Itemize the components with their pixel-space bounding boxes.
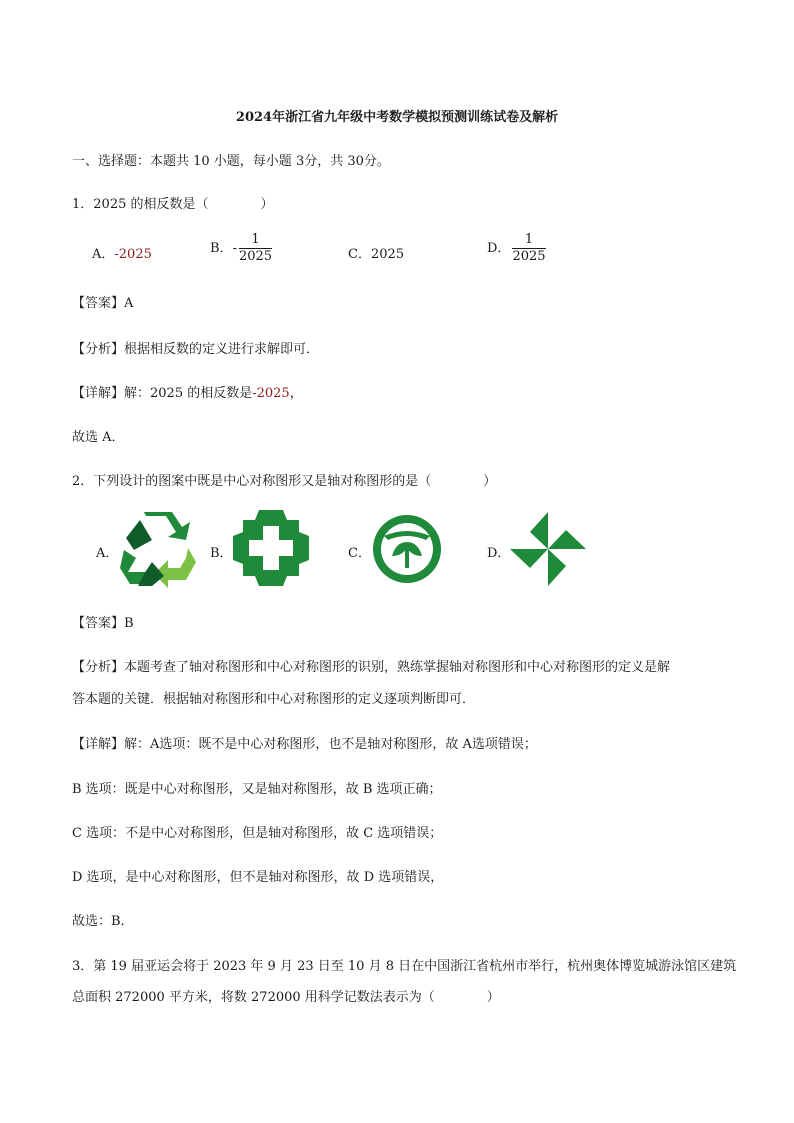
fraction (239, 232, 272, 265)
detail-text: 【详解】解：2025 的相反数是 (72, 386, 253, 401)
pinwheel-icon (508, 510, 588, 588)
q1-option-c (348, 243, 404, 262)
q1-analysis: 【分析】根据相反数的定义进行求解即可． (72, 342, 320, 357)
fraction-numerator: 1 (239, 232, 272, 249)
question-3-stem-line-2: 总面积 272000 平方米，将数 272000 用科学记数法表示为（ ） (72, 990, 500, 1005)
option-label: B． (210, 241, 233, 256)
question-1-stem: 1．2025 的相反数是（ ） (72, 197, 274, 212)
fraction (512, 232, 545, 265)
q2-answer: 【答案】B (72, 616, 134, 631)
question-3-stem-line-1: 3．第 19 届亚运会将于 2023 年 9 月 23 日至 10 月 8 日在中国浙江省杭州市举行，杭州奥体博览城游泳馆区建筑 (72, 959, 737, 974)
q2-detail-b: B 选项：既是中心对称图形，又是轴对称图形，故 B 选项正确； (72, 782, 442, 797)
option-value: 2025 (370, 247, 405, 262)
q2-detail-a: 【详解】解：A选项：既不是中心对称图形，也不是轴对称图形，故 A选项错误； (72, 737, 537, 752)
green-food-icon (370, 512, 444, 586)
section-heading: 一、选择题：本题共 10 小题，每小题 3分，共 30分。 (72, 154, 390, 169)
fraction-numerator: 1 (512, 232, 545, 249)
q2-label-b: B． (210, 546, 233, 561)
fraction-denominator: 2025 (238, 249, 273, 264)
option-value: -2025 (114, 247, 152, 262)
q2-detail-d: D 选项，是中心对称图形，但不是轴对称图形，故 D 选项错误， (72, 870, 444, 885)
q1-option-a (92, 243, 152, 262)
q2-conclusion: 故选：B． (72, 914, 134, 929)
q2-label-c: C． (348, 546, 371, 561)
page-title: 2024年浙江省九年级中考数学模拟预测训练试卷及解析 (235, 110, 559, 125)
q1-conclusion: 故选 A． (72, 430, 125, 445)
question-2-stem: 2．下列设计的图案中既是中心对称图形又是轴对称图形的是（ ） (72, 474, 497, 489)
option-label: C． (348, 247, 371, 262)
option-label: A． (92, 247, 115, 262)
option-sign: - (232, 241, 237, 256)
medical-cross-icon (231, 508, 311, 588)
detail-value: -2025 (252, 386, 290, 401)
q2-analysis-line-1: 【分析】本题考查了轴对称图形和中心对称图形的识别，熟练掌握轴对称图形和中心对称图形的定义是解 (72, 660, 671, 675)
q1-option-b (210, 232, 272, 265)
q2-detail-c: C 选项：不是中心对称图形，但是轴对称图形，故 C 选项错误； (72, 826, 443, 841)
q1-detail (72, 382, 303, 401)
q1-answer: 【答案】A (72, 296, 134, 311)
q2-analysis-line-2: 答本题的关键．根据轴对称图形和中心对称图形的定义逐项判断即可． (72, 692, 476, 707)
q1-option-d (487, 232, 546, 265)
recycle-icon (118, 510, 198, 588)
detail-suffix: ， (289, 386, 303, 401)
q2-label-a: A． (96, 546, 119, 561)
q2-label-d: D． (487, 546, 511, 561)
fraction-denominator: 2025 (512, 249, 546, 264)
option-label: D． (487, 241, 511, 256)
